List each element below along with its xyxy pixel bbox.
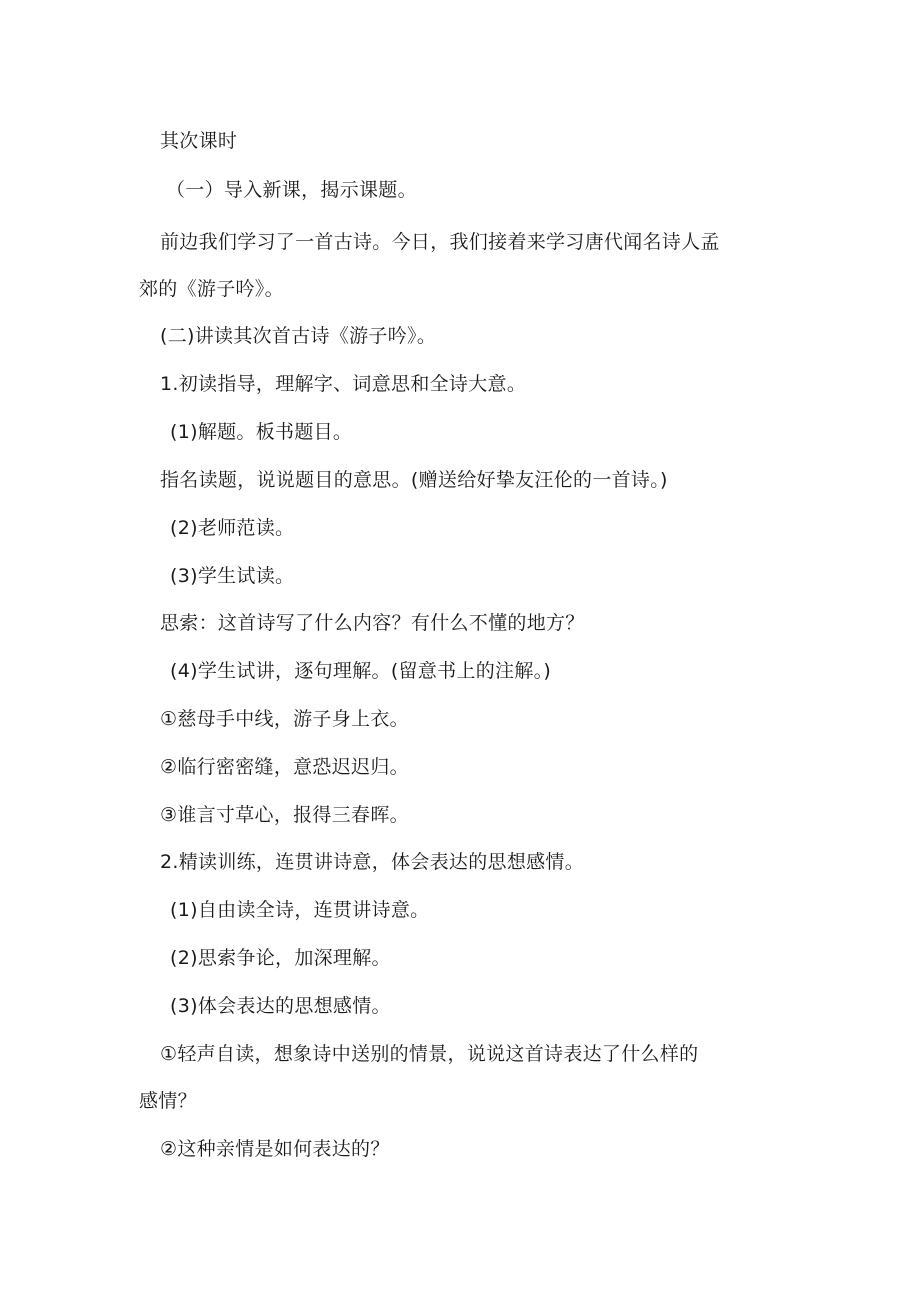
poem-line: ①慈母手中线，游子身上衣。 — [160, 708, 409, 730]
paragraph-line: 思索：这首诗写了什么内容？有什么不懂的地方？ — [160, 612, 585, 634]
poem-line: ②临行密密缝，意恐迟迟归。 — [160, 756, 409, 778]
list-item: (2)思索争论，加深理解。 — [170, 947, 391, 969]
paragraph-line: 感情？ — [139, 1090, 197, 1112]
paragraph-line: ②这种亲情是如何表达的？ — [160, 1138, 390, 1160]
list-item: (3)学生试读。 — [170, 565, 295, 587]
list-item: (1)解题。板书题目。 — [170, 421, 353, 443]
section-heading: 其次课时 — [160, 130, 238, 152]
poem-line: ③谁言寸草心，报得三春晖。 — [160, 804, 409, 826]
subheading: 1.初读指导，理解字、词意思和全诗大意。 — [160, 373, 527, 395]
list-item: (2)老师范读。 — [170, 517, 295, 539]
paragraph-line: 郊的《游子吟》。 — [139, 278, 284, 300]
list-item: (1)自由读全诗，连贯讲诗意。 — [170, 899, 430, 921]
list-item: (3)体会表达的思想感情。 — [170, 995, 391, 1017]
step-heading-1: （一）导入新课，揭示课题。 — [166, 179, 417, 201]
paragraph-line: 前边我们学习了一首古诗。今日，我们接着来学习唐代闻名诗人孟 — [160, 231, 720, 253]
subheading: 2.精读训练，连贯讲诗意，体会表达的思想感情。 — [160, 851, 585, 873]
paragraph-line: 指名读题，说说题目的意思。(赠送给好挚友汪伦的一首诗。) — [160, 469, 668, 491]
step-heading-2: (二)讲读其次首古诗《游子吟》。 — [160, 325, 437, 347]
paragraph-line: ①轻声自读，想象诗中送别的情景，说说这首诗表达了什么样的 — [160, 1043, 699, 1065]
list-item: (4)学生试讲，逐句理解。(留意书上的注解。) — [170, 660, 552, 682]
